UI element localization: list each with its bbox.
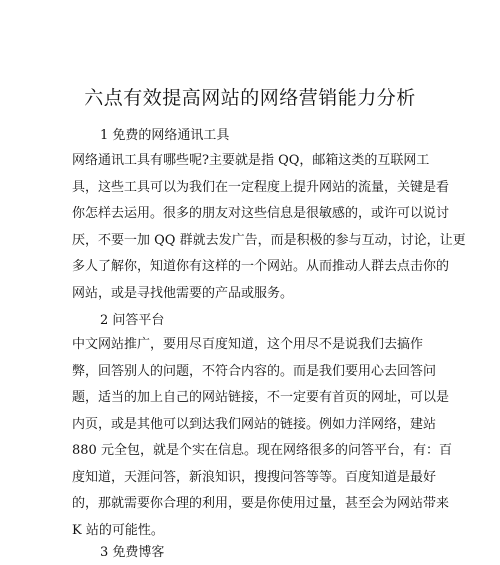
paragraph-line: 度知道，天涯问答，新浪知识，搜搜问答等等。百度知道是最好 <box>72 469 437 485</box>
section-heading-1: 1 免费的网络通讯工具 <box>100 128 230 143</box>
paragraph-line: 的，那就需要你合理的利用，要是你使用过量，甚至会为网站带来 <box>72 496 450 511</box>
paragraph-line: 你怎样去运用。很多的朋友对这些信息是很敏感的，或许可以说讨 <box>72 206 450 221</box>
paragraph-line: 880 元全包，就是个实在信息。现在网络很多的问答平台，有：百 <box>72 443 452 458</box>
paragraph-line: 网站，或是寻找他需要的产品或服务。 <box>72 285 294 301</box>
paragraph-line: 具，这些工具可以为我们在一定程度上提升网站的流量，关键是看 <box>72 179 450 195</box>
paragraph-line: 题，适当的加上自己的网站链接，不一定要有首页的网址，可以是 <box>72 390 450 405</box>
paragraph-line: K 站的可能性。 <box>72 522 164 538</box>
paragraph-line: 弊，回答别人的问题，不符合内容的。而是我们要用心去回答问 <box>72 363 437 379</box>
paragraph-line: 厌，不要一加 QQ 群就去发广告，而是积极的参与互动，讨论，让更 <box>72 232 466 248</box>
paragraph-line: 中文网站推广，要用尽百度知道，这个用尽不是说我们去搞作 <box>72 337 424 352</box>
paragraph-line: 内页，或是其他可以到达我们网站的链接。例如力洋网络，建站 <box>72 416 437 432</box>
paragraph-line: 网络通讯工具有哪些呢?主要就是指 QQ，邮箱这类的互联网工 <box>72 153 430 168</box>
section-paragraph-2 <box>72 332 452 544</box>
section-heading-3: 3 免费博客 <box>100 545 165 560</box>
paragraph-line: 多人了解你，知道你有这样的一个网站。从而推动人群去点击你的 <box>72 259 450 274</box>
document-title: 六点有效提高网站的网络营销能力分析 <box>84 87 416 109</box>
section-paragraph-1 <box>72 148 466 307</box>
section-heading-2: 2 问答平台 <box>100 313 165 328</box>
